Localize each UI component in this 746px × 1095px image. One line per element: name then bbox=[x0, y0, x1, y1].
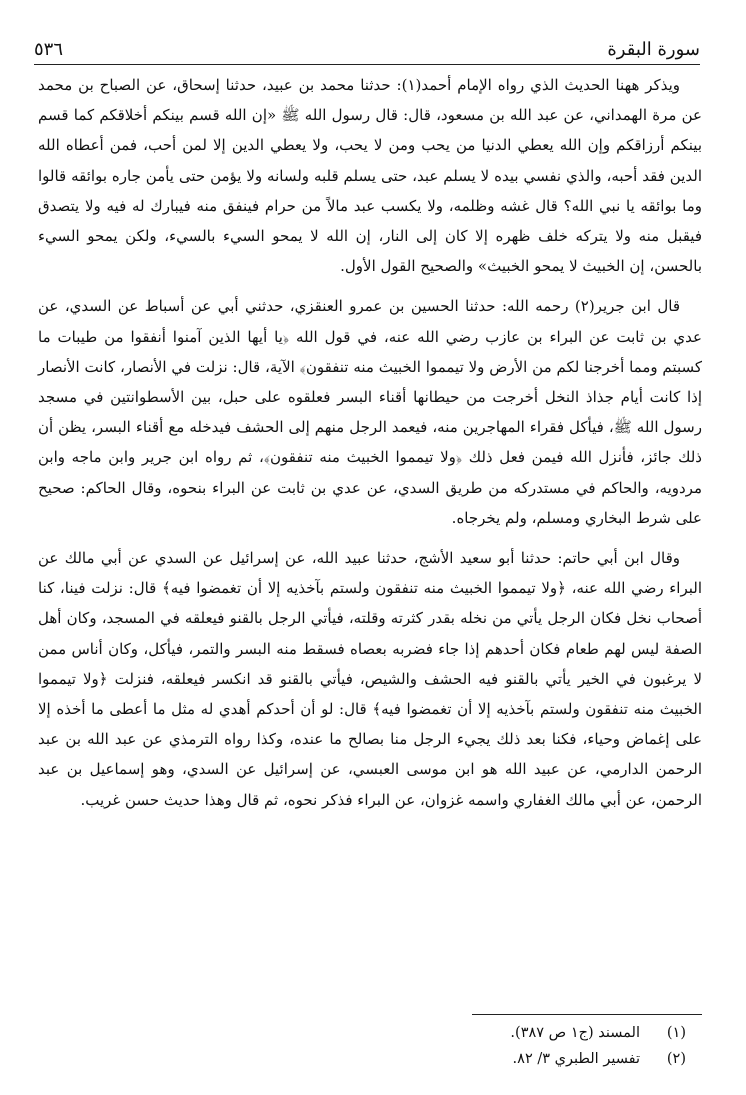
page-number: ٥٣٦ bbox=[34, 39, 64, 60]
page-header bbox=[34, 30, 700, 60]
paragraph: قال ابن جرير(٢) رحمه الله: حدثنا الحسين بن عمرو العنقزي، حدثني أبي عن أسباط عن السدي، عن عدي بن ثابت عن البراء بن عازب رضي الله عنه، في قول الله ﴿يا أيها الذين آمنوا أنفقوا من طيبات ما كسبتم ومما أخرجنا لكم من الأرض ولا تيمموا الخبيث منه تنفقون﴾ الآية، قال: نزلت في الأنصار، كانت الأنصار إذا كانت أيام جذاذ النخل أخرجت من حيطانها أقناء البسر فعلقوه على حبل، بين الأسطوانتين في مسجد رسول الله ﷺ، فيأكل فقراء المهاجرين منه، فيعمد الرجل منهم إلى الحشف فيدخله مع أقناء البسر، يظن أن ذلك جائز، فأنزل الله فيمن فعل ذلك ﴿ولا تيمموا الخبيث منه تنفقون﴾، ثم رواه ابن جرير وابن ماجه وابن مردويه، والحاكم في مستدركه من طريق السدي، عن عدي بن ثابت عن البراء بنحوه، وقال الحاكم: صحيح على شرط البخاري ومسلم، ولم يخرجاه. bbox=[38, 297, 702, 527]
header-divider bbox=[34, 64, 700, 65]
footnote-text: المسند (ج١ ص ٣٨٧). bbox=[510, 1025, 640, 1041]
footnote bbox=[300, 1046, 686, 1072]
surah-title: سورة البقرة bbox=[607, 39, 700, 60]
footnote-number: (٢) bbox=[666, 1051, 686, 1067]
footnote-number: (١) bbox=[666, 1025, 686, 1041]
paragraph: وقال ابن أبي حاتم: حدثنا أبو سعيد الأشج، حدثنا عبيد الله، عن إسرائيل عن السدي عن أبي مالك عن البراء رضي الله عنه، ﴿ولا تيمموا الخبيث منه تنفقون ولستم بآخذيه إلا أن تغمضوا فيه﴾ قال: نزلت فينا، كنا أصحاب نخل فكان الرجل يأتي من نخله بقدر كثرته وقلته، فيأتي الرجل بالقنو فيعلقه في المسجد، وكان أهل الصفة ليس لهم طعام فكان أحدهم إذا جاء فضربه بعصاه فسقط منه البسر والتمر، فيأكل، وكان أناس ممن لا يرغبون في الخير يأتي بالقنو فيه الحشف والشيص، فيأتي بالقنو قد انكسر فيعلقه، فنزلت ﴿ولا تيمموا الخبيث منه تنفقون ولستم بآخذيه إلا أن تغمضوا فيه﴾ قال: لو أن أحدكم أهدي له مثل ما أعطى ما أخذه إلا على إغماض وحياء، فكنا بعد ذلك يجيء الرجل منا بصالح ما عنده، وكذا رواه الترمذي عن عبد الله بن عبد الرحمن الدارمي، عن عبيد الله هو ابن موسى العبسي، عن إسرائيل عن السدي، وهو إسماعيل بن عبد الرحمن، عن أبي مالك الغفاري واسمه غزوان، عن البراء فذكر نحوه، ثم قال وهذا حديث حسن غريب. bbox=[38, 549, 702, 809]
footnotes bbox=[300, 1020, 686, 1072]
main-text bbox=[38, 70, 702, 825]
footnote-text: تفسير الطبري ٣/ ٨٢. bbox=[512, 1051, 640, 1067]
footnote-divider bbox=[472, 1014, 702, 1015]
footnote bbox=[300, 1020, 686, 1046]
paragraph: ويذكر ههنا الحديث الذي رواه الإمام أحمد(١): حدثنا محمد بن عبيد، حدثنا إسحاق، عن الصباح بن محمد عن مرة الهمداني، عن عبد الله بن مسعود، قال: قال رسول الله ﷺ «إن الله قسم بينكم أخلاقكم كما قسم بينكم أرزاقكم وإن الله يعطي الدنيا من يحب ومن لا يحب، ولا يعطي الدين إلا لمن أحب، فمن أعطاه الله الدين فقد أحبه، والذي نفسي بيده لا يسلم عبد، حتى يسلم قلبه ولسانه ولا يؤمن حتى يأمن جاره بوائقه قالوا وما بوائقه يا نبي الله؟ قال غشه وظلمه، ولا يكسب عبد مالاً من حرام فينفق منه فيبارك له فيه ولا يتصدق فيقبل منه ولا يتركه خلف ظهره إلا كان إلى النار، إن الله لا يمحو السيء بالسيء، ولكن يمحو السيء بالحسن، إن الخبيث لا يمحو الخبيث» والصحيح القول الأول. bbox=[38, 76, 702, 276]
